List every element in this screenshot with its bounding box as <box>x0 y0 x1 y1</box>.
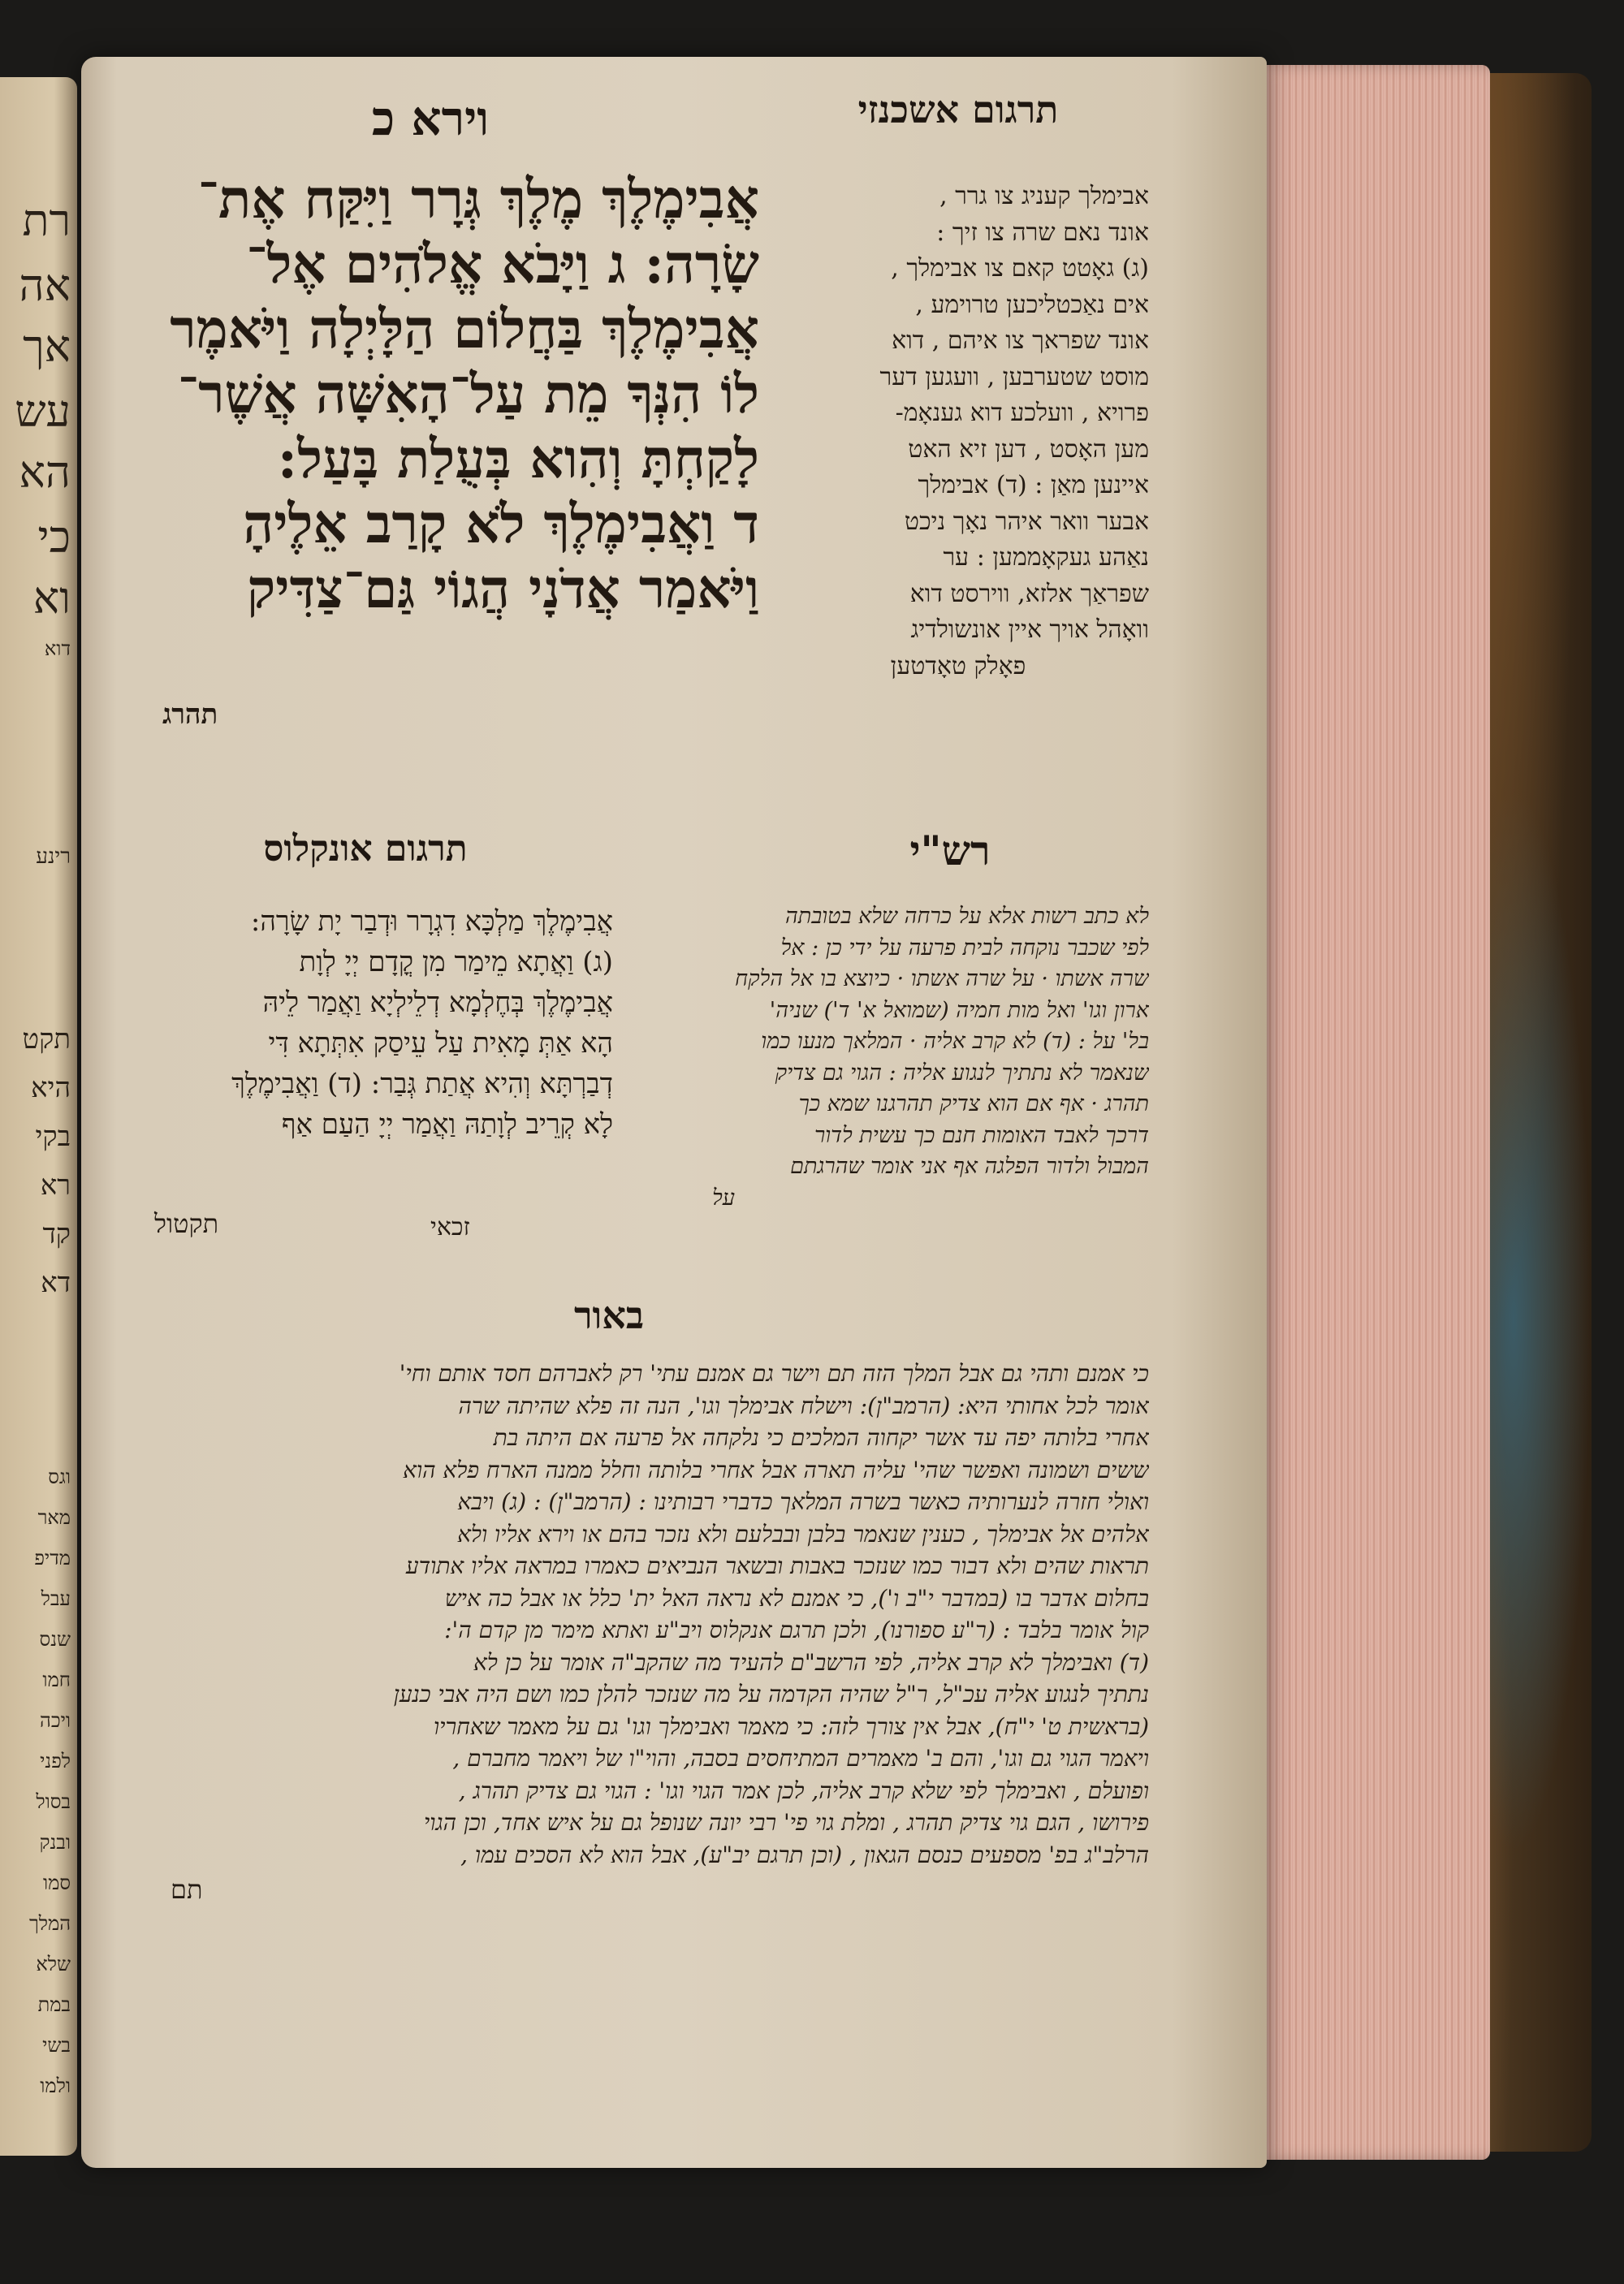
biur-line: תראות שהים ולא דבור כמו שנזכר באבות ובשאר הנביאים כאמרו במראה אליו אתודע <box>405 1552 1149 1579</box>
facing-page-text: רינע <box>36 844 71 869</box>
facing-page-text: חמו <box>42 1669 71 1691</box>
facing-page-text: דא <box>41 1267 71 1299</box>
translation-line: אבימלך קעניג צו גרר , <box>939 182 1149 210</box>
translation-line: אים נאַכטליכען טרוימע , <box>915 290 1149 319</box>
translation-line: איינען מאַן : (ד) אבימלך <box>918 471 1149 499</box>
catchword-onkelos-1: תקטול <box>154 1208 219 1239</box>
biur-line: ויאמר הגוי גם וגו', והם ב' מאמרים המתיחסים בסבה, והוי"ו של ויאמר מחברם , <box>452 1745 1149 1772</box>
biur-line: כי אמנם ותהי גם אבל המלך הזה תם וישר גם אמנם עתי' רק לאברהם חסד אותם וחי' <box>399 1360 1149 1387</box>
german-translation <box>767 179 1149 684</box>
verse-line: לָקַחְתָּ וְהִוא בְּעֻלַת בָּעַל: <box>277 427 759 490</box>
biur-line: ואולי חזרה לנערותיה כאשר בשרה המלאך כדברי רבותינו : (הרמב"ן) : (ג) ויבא <box>457 1488 1149 1515</box>
rashi-line: תהרג · אף אם הוא צדיק תהרגנו שמא כך <box>798 1091 1149 1116</box>
verse-line: אֲבִימֶלֶךְ מֶלֶךְ גְּרָר וַיִּקַּח אֶת־ <box>197 167 759 231</box>
biur-line: (ד) ואבימלך לא קרב אליה, לפי הרשב"ם להעיד מה שהקב"ה אומר על כן לא <box>473 1648 1149 1676</box>
facing-page-text: בסול <box>36 1790 71 1813</box>
biur-commentary <box>102 1358 1149 1871</box>
rashi-line: לא כתב רשות אלא על כרחה שלא בטובתה <box>784 904 1149 929</box>
biur-line: ופועלם , ואבימלך לפי שלא קרב אליה, לכן אמר הגוי וגו' : הגוי גם צדיק תהרג , <box>458 1777 1149 1804</box>
biur-line: נתתיך לנגוע אליה עכ"ל, ר"ל שהיה הקדמה על מה שנזכר להלן כמו ושם היה אבי כנען <box>393 1681 1149 1708</box>
facing-page-text: ויכה <box>40 1709 71 1732</box>
verse-line: שָׂרָה: ג וַיָּבֹא אֱלֹהִים אֶל־ <box>246 232 759 296</box>
onkelos-line: (ג) וַאֲתָא מֵימַר מִן קֳדָם יְיָ לְוָת <box>299 946 613 978</box>
facing-page-text: הא <box>19 447 71 498</box>
translation-line: מוסט שטערבען , וועגען דער <box>879 362 1149 391</box>
facing-page-text: עבל <box>41 1587 71 1610</box>
biur-line: הרלב"ג בפ' מספעים כנסם הגאון , (וכן תרגם יב"ע), אבל הוא לא הסכים עמו , <box>460 1841 1149 1868</box>
biur-line: בחלום אדבר בו (במדבר י"ב ו'), כי אמנם לא נראה האל ית' כלל או אבל כה איש <box>444 1584 1149 1612</box>
facing-page-edge <box>0 77 77 2156</box>
rashi-line: על <box>712 1185 735 1211</box>
biur-line: אלהים אל אבימלך , כענין שנאמר בלבן ובבלעם ולא נזכר בהם או וירא אליו ולא <box>457 1520 1149 1548</box>
translation-line: שפראַך אלזא, ווירסט דוא <box>909 579 1149 608</box>
translation-line: אונד נאם שרה צו זיך : <box>936 218 1149 247</box>
facing-page-text: ולמו <box>40 2075 71 2097</box>
facing-page-text: רת <box>22 195 71 246</box>
verse-line: לוֹ הִנְּךָ מֵת עַל־הָאִשָּׁה אֲשֶׁר־ <box>177 362 759 425</box>
facing-page-text: ובנק <box>39 1831 71 1854</box>
translation-line: אונד שפראך צו איהם , דוא <box>892 326 1149 355</box>
onkelos-line: דְבַרְתָּא וְהִיא אֲתַת גְּבַר: (ד) וַאֲבִימֶלֶךְ <box>231 1068 613 1100</box>
catchword-biur: תם <box>171 1874 203 1905</box>
facing-page-text: במת <box>37 1993 71 2016</box>
facing-page-text: דוא <box>44 637 71 660</box>
facing-page-text: אה <box>19 260 71 311</box>
onkelos-targum <box>122 901 613 1145</box>
biur-line: אומר לכל אחותי היא: (הרמב"ן): וישלח אבימלך וגו', הנה זה פלא שהיתה שרה <box>458 1392 1149 1419</box>
catchword-hebrew: תהרג <box>162 698 218 731</box>
onkelos-line: אֲבִימֶלֶךְ מַלְכָּא דִגְרָר וּדְבַר יָת שָׂרָה: <box>250 905 613 938</box>
facing-page-text: מאר <box>37 1506 71 1529</box>
biur-title: באור <box>573 1293 645 1337</box>
translation-line: פאָלק טאָדטען <box>890 651 1026 680</box>
page-fore-edge <box>1246 65 1490 2160</box>
rashi-line: בל' על : (ד) לא קרב אליה · המלאך מנעו כמו <box>761 1029 1149 1054</box>
rashi-title: רש"י <box>909 827 991 874</box>
biur-line: פירושו , הגם גוי צדיק תהרג , ומלת גוי פי' רבי יונה שנופל גם על איש אחד, וכן הגוי <box>423 1809 1149 1836</box>
facing-page-text: קד <box>42 1218 71 1250</box>
facing-page-text: וא <box>32 572 71 624</box>
verse-line: ד וַאֲבִימֶלֶךְ לֹא קָרַב אֵלֶיהָ <box>243 492 759 555</box>
facing-page-text: עש <box>15 386 71 437</box>
facing-page-text: בקי <box>35 1120 71 1153</box>
biur-line: ששים ושמונה ואפשר שהי' עליה תארה אבל אחרי בלותה וחלל ממנה הארח פלא הוא <box>403 1456 1149 1483</box>
facing-page-text: לפני <box>40 1750 71 1772</box>
facing-page-text: שנס <box>39 1628 71 1651</box>
facing-page-text: בשי <box>42 2034 71 2057</box>
hebrew-biblical-text <box>102 166 759 621</box>
onkelos-line: לָא קְרֵיב לְוָתַהּ וַאֲמַר יְיָ הַעַם אַף <box>281 1108 613 1141</box>
translation-line: וואָהל אויך איין אונשולדיג <box>910 615 1149 644</box>
translation-line: אבער וואר איהר נאָך ניכט <box>904 507 1149 536</box>
rashi-line: ארון וגו' ואל מות חמיה (שמואל א' ד') שניה' <box>769 997 1149 1023</box>
facing-page-text: אך <box>23 321 71 372</box>
verse-line: וַיֹּאמַר אֲדֹנָי הֲגוֹי גַּם־צַדִּיק <box>246 557 759 620</box>
rashi-line: המבול ולדור הפלגה אף אני אומר שהרגתם <box>790 1154 1149 1179</box>
biur-line: (בראשית ט' י"ח), אבל אין צורך לזה: כי מאמר ואבימלך וגו' גם על מאמר שאחריו <box>434 1712 1149 1740</box>
facing-page-text: כי <box>37 512 71 563</box>
translation-line: פרויא , וועלכע דוא גענאָמ- <box>895 399 1149 427</box>
running-head-left: וירא כ <box>371 91 490 146</box>
translation-line: נאַהע געקאָממען : ער <box>943 543 1149 572</box>
biur-line: אחרי בלותה יפה עד אשר יקחוה המלכים כי נלקחה אל פרעה אם היתה בת <box>493 1424 1149 1451</box>
biur-line: קול אומר בלבד : (ר"ע ספורנו), ולכן תרגם אנקלוס ויב"ע ואתא מימר מן קדם ה': <box>444 1617 1149 1643</box>
verse-line: אֲבִימֶלֶךְ בַּחֲלוֹם הַלָּיְלָה וַיֹּאמֶר <box>170 297 759 361</box>
facing-page-text: מדיפ <box>34 1547 71 1569</box>
catchword-onkelos-2: זכאי <box>430 1213 470 1241</box>
facing-page-text: וגס <box>48 1466 71 1488</box>
facing-page-text: המלך <box>28 1912 71 1935</box>
rashi-line: שרה אשתו · על שרה אשתו · כיוצא בו אל הלקח <box>735 966 1149 991</box>
facing-page-text: היא <box>31 1072 71 1104</box>
rashi-line: לפי שכבר נוקחה לבית פרעה על ידי כן : אל <box>780 935 1149 961</box>
translation-line: (ג) גאָטט קאם צו אבימלך , <box>891 254 1149 283</box>
onkelos-title: תרגום אונקלוס <box>263 828 468 870</box>
rashi-line: דרכך לאבד האומות חנם כך עשית לדור <box>814 1122 1149 1148</box>
running-head-right: תרגום אשכנזי <box>857 88 1059 132</box>
facing-page-text: סמו <box>42 1872 71 1894</box>
onkelos-line: הָא אַתְּ מָאִית עַל עֵיסַק אִתְּתָא דִּי <box>268 1027 613 1060</box>
facing-page-text: תקט <box>22 1023 71 1056</box>
rashi-line: שנאמר לא נתתיך לנגוע אליה : הגוי גם צדיק <box>775 1060 1149 1086</box>
rashi-commentary <box>629 901 1149 1214</box>
facing-page-text: רא <box>40 1169 71 1202</box>
translation-line: מען האָסט , דען זיא האט <box>908 434 1149 464</box>
facing-page-text: שלא <box>36 1953 71 1975</box>
onkelos-line: אֲבִימֶלֶךְ בְּחֶלְמָא דְלֵילְיָא וַאֲמַר לֵיהּ <box>262 987 613 1019</box>
